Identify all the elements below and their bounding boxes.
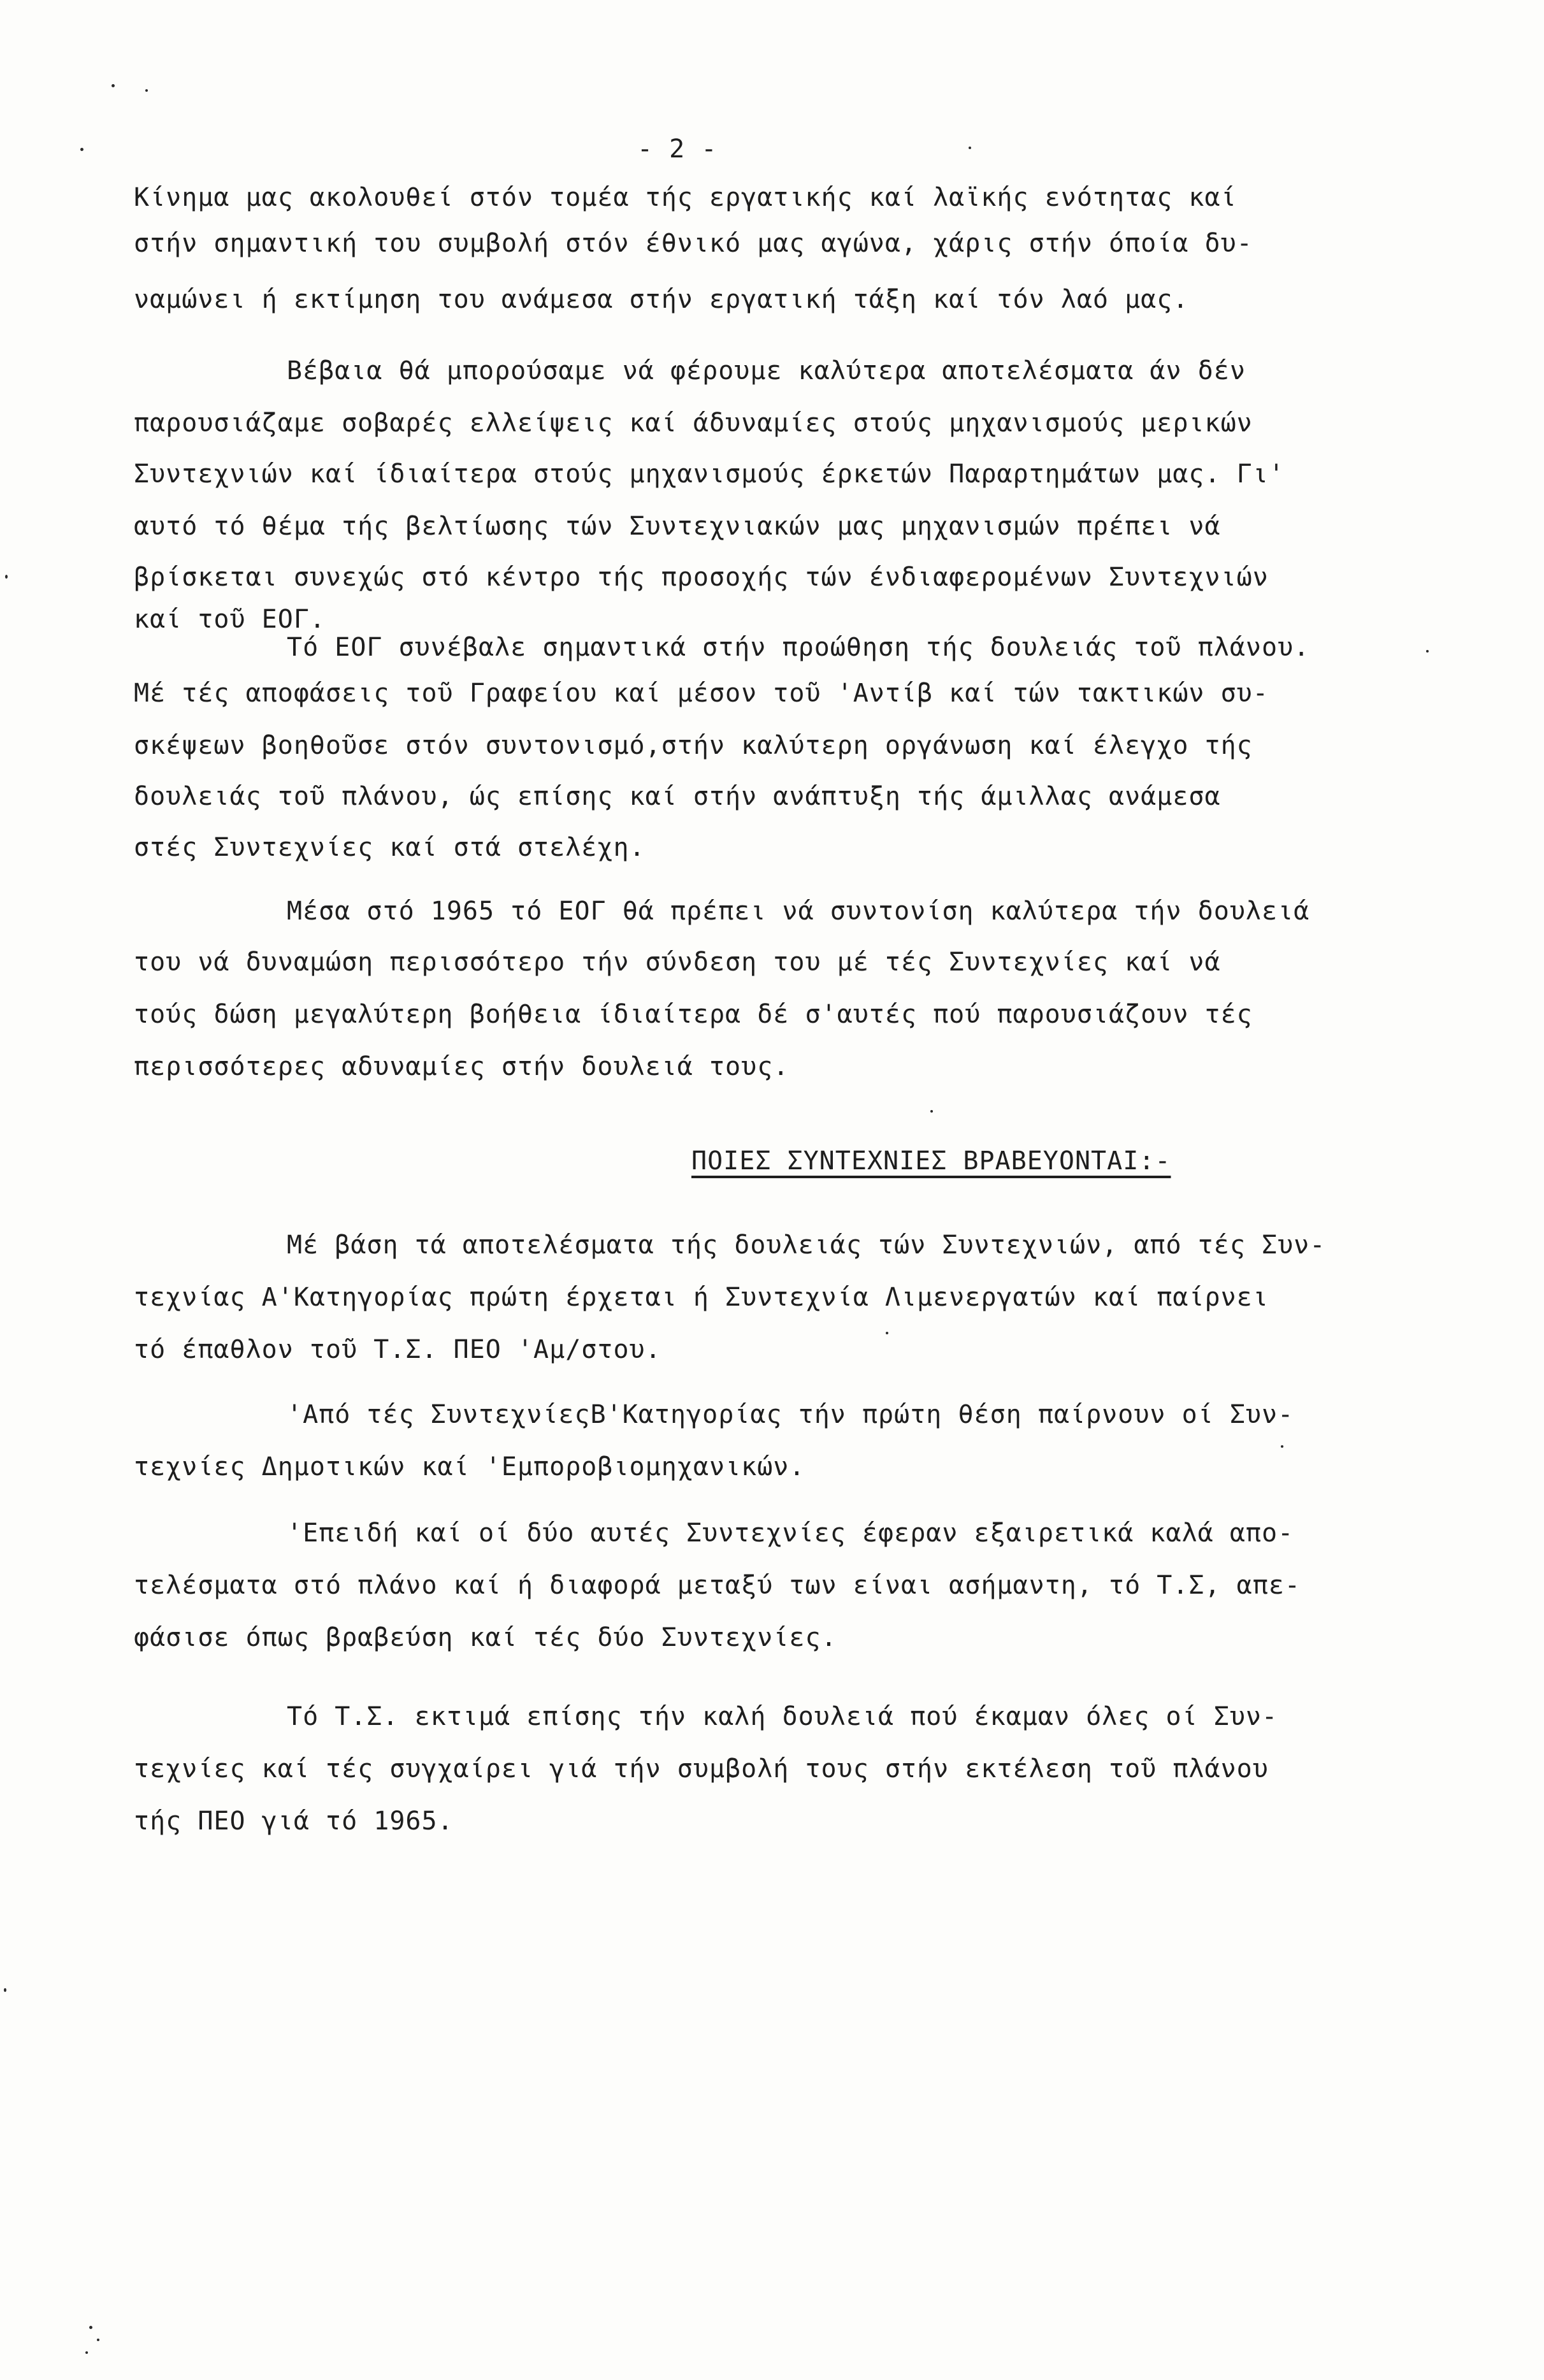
page-number: - 2 - [637, 134, 718, 164]
text-line: σκέψεων βοηθοῦσε στόν συντονισμό,στήν καλύτερη οργάνωση καί έλεγχο τής [134, 731, 1253, 760]
text-line: Μέσα στό 1965 τό ΕΟΓ θά πρέπει νά συντονίση καλύτερα τήν δουλειά [287, 897, 1310, 926]
text-line: τελέσματα στό πλάνο καί ή διαφορά μεταξύ των είναι ασήμαντη, τό Τ.Σ, απε- [134, 1571, 1301, 1600]
text-line: Τό Τ.Σ. εκτιμά επίσης τήν καλή δουλειά πού έκαμαν όλες οί Συν- [287, 1702, 1278, 1731]
text-line: Συντεχνιών καί ίδιαίτερα στούς μηχανισμούς έρκετών Παραρτημάτων μας. Γι' [134, 459, 1285, 489]
text-line: καί τοῦ ΕΟΓ. [134, 605, 326, 634]
scan-speck [89, 2326, 92, 2329]
scan-speck [145, 89, 148, 92]
text-line: Κίνημα μας ακολουθεί στόν τομέα τής εργατικής καί λαϊκής ενότητας καί [134, 183, 1237, 212]
text-line: βρίσκεται συνεχώς στό κέντρο τής προσοχής τών ένδιαφερομένων Συντεχνιών [134, 563, 1269, 592]
scan-speck [1426, 650, 1429, 653]
scan-speck [886, 1332, 888, 1334]
text-line: τεχνίας Α'Κατηγορίας πρώτη έρχεται ή Συντεχνία Λιμενεργατών καί παίρνει [134, 1283, 1269, 1312]
text-line: τεχνίες καί τές συγχαίρει γιά τήν συμβολή τους στήν εκτέλεση τοῦ πλάνου [134, 1754, 1269, 1784]
text-line: Βέβαια θά μπορούσαμε νά φέρουμε καλύτερα αποτελέσματα άν δέν [287, 356, 1246, 386]
text-line: τής ΠΕΟ γιά τό 1965. [134, 1807, 454, 1836]
text-line: στήν σημαντική του συμβολή στόν έθνικό μας αγώνα, χάρις στήν όποία δυ- [134, 229, 1253, 258]
text-line: του νά δυναμώση περισσότερο τήν σύνδεση του μέ τές Συντεχνίες καί νά [134, 948, 1221, 977]
scan-speck [97, 2339, 99, 2341]
text-line: τό έπαθλον τοῦ Τ.Σ. ΠΕΟ 'Αμ/στου. [134, 1335, 661, 1364]
text-line: περισσότερες αδυναμίες στήν δουλειά τους. [134, 1052, 790, 1081]
text-line: Μέ βάση τά αποτελέσματα τής δουλειάς τών Συντεχνιών, από τές Συν- [287, 1230, 1326, 1260]
scan-speck [969, 147, 971, 149]
scan-speck [1281, 1445, 1283, 1448]
text-line: δουλειάς τοῦ πλάνου, ώς επίσης καί στήν ανάπτυξη τής άμιλλας ανάμεσα [134, 782, 1221, 811]
scan-speck [930, 1110, 933, 1113]
text-line: τεχνίες Δημοτικών καί 'Εμποροβιομηχανικών. [134, 1452, 805, 1482]
text-line: 'Επειδή καί οί δύο αυτές Συντεχνίες έφεραν εξαιρετικά καλά απο- [287, 1518, 1294, 1548]
text-line: Μέ τές αποφάσεις τοῦ Γραφείου καί μέσον τοῦ 'Αντίβ καί τών τακτικών συ- [134, 679, 1269, 708]
scan-speck [85, 2351, 88, 2354]
text-line: αυτό τό θέμα τής βελτίωσης τών Συντεχνιακών μας μηχανισμών πρέπει νά [134, 512, 1221, 541]
text-line: ναμώνει ή εκτίμηση του ανάμεσα στήν εργατική τάξη καί τόν λαό μας. [134, 285, 1189, 314]
scan-speck [112, 84, 115, 87]
section-heading: ΠΟΙΕΣ ΣΥΝΤΕΧΝΙΕΣ ΒΡΑΒΕΥΟΝΤΑΙ:- [691, 1146, 1171, 1176]
text-line: τούς δώση μεγαλύτερη βοήθεια ίδιαίτερα δέ σ'αυτές πού παρουσιάζουν τές [134, 1000, 1253, 1029]
scan-speck [5, 575, 8, 579]
scan-speck [4, 1988, 6, 1992]
text-line: Τό ΕΟΓ συνέβαλε σημαντικά στήν προώθηση τής δουλειάς τοῦ πλάνου. [287, 633, 1310, 662]
scan-speck [80, 148, 83, 151]
text-line: 'Από τές ΣυντεχνίεςΒ'Κατηγορίας τήν πρώτη θέση παίρνουν οί Συν- [287, 1400, 1294, 1429]
text-line: παρουσιάζαμε σοβαρές ελλείψεις καί άδυναμίες στούς μηχανισμούς μερικών [134, 408, 1253, 438]
text-line: φάσισε όπως βραβεύση καί τές δύο Συντεχνίες. [134, 1623, 837, 1652]
text-line: στές Συντεχνίες καί στά στελέχη. [134, 833, 646, 862]
